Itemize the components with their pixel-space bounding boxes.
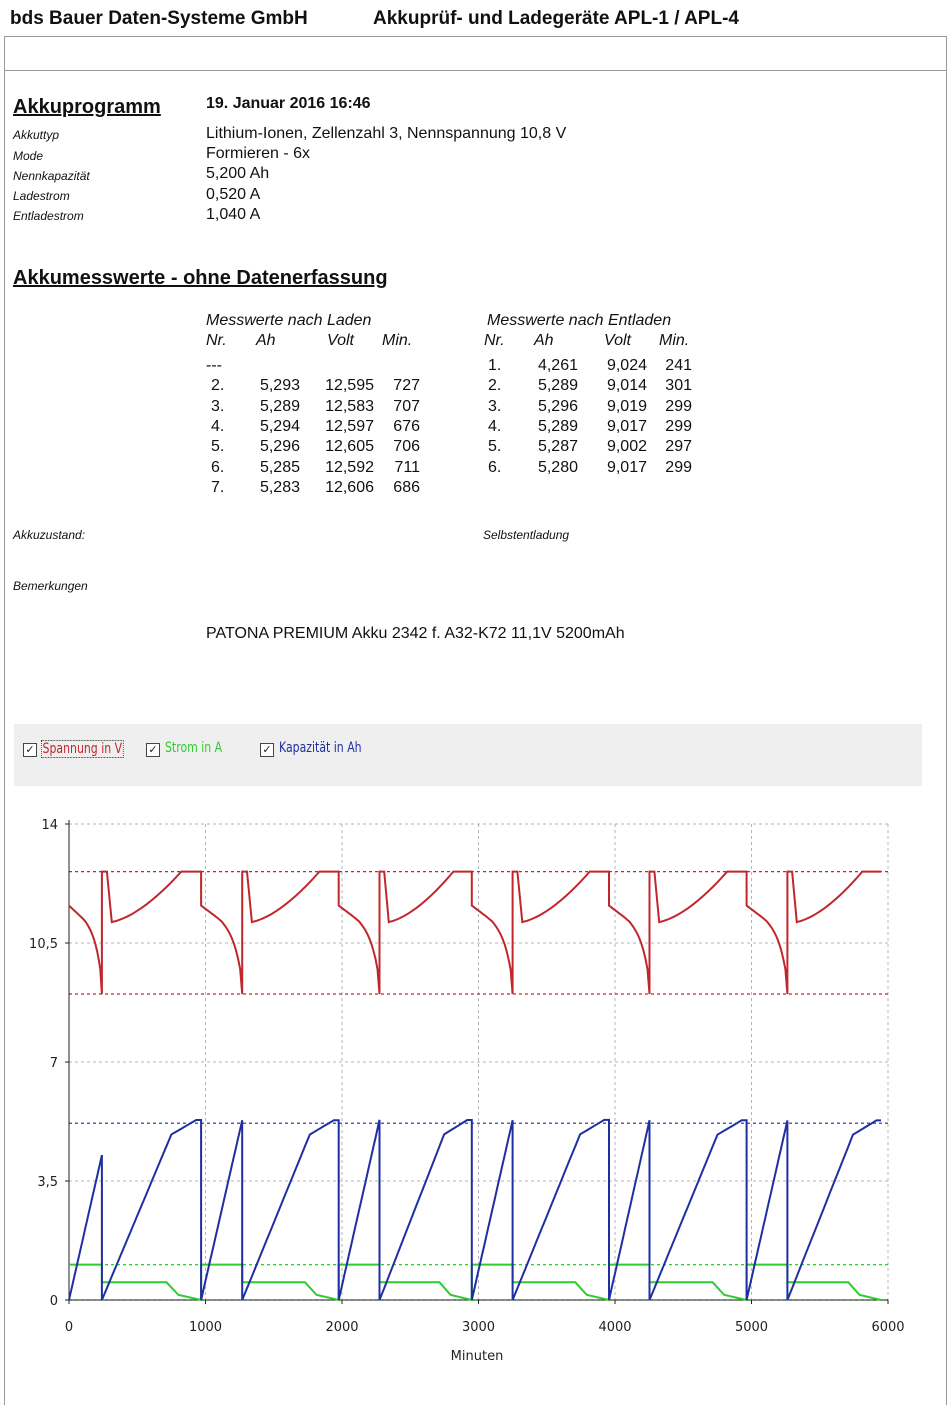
field-label-mode: Mode [13, 149, 44, 163]
charge-col-ah: Ah [256, 332, 276, 349]
chart-series [69, 872, 881, 1300]
field-label-ladestrom: Ladestrom [13, 189, 70, 203]
discharge-table-cell: 6. [488, 458, 502, 476]
discharge-table-cell: 241 [665, 357, 692, 374]
charge-table-cell: 5,285 [259, 458, 300, 476]
measurements-title: Akkumesswerte - ohne Datenerfassung [13, 267, 388, 289]
x-tick-label: 5000 [734, 1320, 769, 1335]
charge-table-cell: 5,283 [259, 478, 300, 496]
discharge-table-title: Messwerte nach Entladen [487, 312, 672, 329]
discharge-table-cell: 9,024 [606, 357, 647, 374]
discharge-table-cell: 4. [488, 417, 502, 435]
charge-table-cell: --- [206, 357, 222, 374]
charge-table-cell: 12,595 [325, 377, 374, 395]
discharge-col-ah: Ah [534, 332, 554, 349]
chart-reference-lines [69, 872, 888, 1300]
voltage-series-line [69, 872, 881, 994]
charge-table-cell: 12,606 [325, 478, 374, 496]
program-datetime: 19. Januar 2016 16:46 [206, 95, 371, 112]
discharge-table-cell: 5,296 [537, 397, 578, 415]
discharge-table-cell: 1. [488, 357, 502, 374]
discharge-table-cell: 297 [665, 438, 692, 456]
discharge-col-nr: Nr. [484, 332, 505, 349]
field-value-mode: Formieren - 6x [206, 145, 311, 162]
charge-table-cell: 4. [211, 417, 225, 435]
capacity-checkbox[interactable]: ✓ [260, 743, 274, 757]
charge-table-cell: 12,583 [325, 397, 374, 415]
company-name: bds Bauer Daten-Systeme GmbH [10, 8, 308, 29]
charge-table-cell: 2. [211, 377, 225, 395]
charge-table-cell: 5. [211, 438, 225, 456]
y-tick-label: 3,5 [37, 1175, 58, 1190]
field-value-entladestrom: 1,040 A [206, 206, 261, 223]
x-axis-label: Minuten [450, 1349, 504, 1364]
charge-col-min: Min. [382, 332, 413, 349]
field-label-entladestrom: Entladestrom [13, 209, 84, 223]
discharge-table-cell: 2. [488, 377, 502, 395]
akkuzustand-label: Akkuzustand: [13, 528, 86, 542]
capacity-series-line [69, 1120, 881, 1300]
charge-table-cell: 3. [211, 397, 225, 415]
charge-table-cell: 707 [393, 397, 420, 415]
discharge-table-cell: 9,014 [606, 377, 647, 395]
field-label-akkutyp: Akkuttyp [13, 128, 60, 142]
chart-axes [65, 820, 888, 1304]
discharge-table-cell: 299 [665, 417, 692, 435]
current-legend-label[interactable]: Strom in A [165, 740, 223, 756]
y-tick-label: 7 [49, 1056, 58, 1071]
y-tick-label: 14 [41, 818, 58, 833]
capacity-legend-label[interactable]: Kapazität in Ah [279, 740, 362, 756]
y-tick-label: 10,5 [29, 937, 58, 952]
charge-table-cell: 7. [211, 478, 225, 496]
remarks-label: Bemerkungen [13, 579, 88, 593]
x-tick-label: 2000 [325, 1320, 359, 1335]
charge-table-cell: 5,296 [259, 438, 300, 456]
discharge-table-cell: 5,289 [537, 377, 578, 395]
voltage-checkbox[interactable]: ✓ [23, 743, 37, 757]
charge-col-volt: Volt [327, 332, 354, 349]
x-tick-label: 4000 [598, 1320, 632, 1335]
charge-table-cell: 727 [393, 377, 420, 395]
field-value-nennkapazitaet: 5,200 Ah [206, 165, 270, 182]
y-tick-label: 0 [49, 1294, 58, 1309]
discharge-table-cell: 299 [665, 458, 692, 476]
chart-tick-labels [29, 818, 905, 1335]
discharge-table-cell: 301 [665, 377, 692, 395]
remarks-text: PATONA PREMIUM Akku 2342 f. A32-K72 11,1V 5200mAh [206, 625, 625, 642]
x-tick-label: 0 [64, 1320, 74, 1335]
charge-table-cell: 5,294 [259, 417, 300, 435]
x-tick-label: 3000 [461, 1320, 496, 1335]
discharge-col-min: Min. [659, 332, 690, 349]
charge-table-cell: 12,605 [325, 438, 374, 456]
charge-table-title: Messwerte nach Laden [206, 312, 372, 329]
charge-table-cell: 711 [394, 458, 420, 476]
x-tick-label: 1000 [188, 1320, 223, 1335]
charge-table-cell: 5,293 [259, 377, 300, 395]
discharge-table-cell: 299 [665, 397, 692, 415]
current-checkbox[interactable]: ✓ [146, 743, 160, 757]
field-label-nennkapazitaet: Nennkapazität [13, 169, 90, 183]
field-value-ladestrom: 0,520 A [206, 186, 261, 203]
voltage-legend-label[interactable]: Spannung in V [42, 741, 123, 757]
charge-table-cell: 5,289 [259, 397, 300, 415]
selbstentladung-label: Selbstentladung [483, 528, 570, 542]
charge-table-cell: 706 [393, 438, 420, 456]
discharge-table-cell: 3. [488, 397, 502, 415]
charge-table-cell: 676 [393, 417, 420, 435]
charge-table-cell: 12,597 [325, 417, 374, 435]
discharge-table-cell: 5,287 [537, 438, 578, 456]
charge-table-cell: 12,592 [325, 458, 374, 476]
discharge-table-cell: 5. [488, 438, 502, 456]
discharge-table-cell: 9,017 [606, 417, 647, 435]
charge-table-cell: 686 [393, 478, 420, 496]
charge-col-nr: Nr. [206, 332, 227, 349]
discharge-table-cell: 4,261 [537, 357, 578, 374]
discharge-table-cell: 9,002 [606, 438, 647, 456]
discharge-table-cell: 9,019 [606, 397, 647, 415]
field-value-akkutyp: Lithium-Ionen, Zellenzahl 3, Nennspannung 10,8 V [206, 125, 567, 142]
program-title: Akkuprogramm [13, 96, 161, 118]
x-tick-label: 6000 [871, 1320, 905, 1335]
charge-table-cell: 6. [211, 458, 225, 476]
discharge-col-volt: Volt [604, 332, 631, 349]
device-title: Akkuprüf- und Ladegeräte APL-1 / APL-4 [373, 8, 739, 29]
discharge-table-cell: 5,280 [537, 458, 578, 476]
chart-grid [69, 824, 888, 1300]
discharge-table-cell: 5,289 [537, 417, 578, 435]
discharge-table-cell: 9,017 [606, 458, 647, 476]
